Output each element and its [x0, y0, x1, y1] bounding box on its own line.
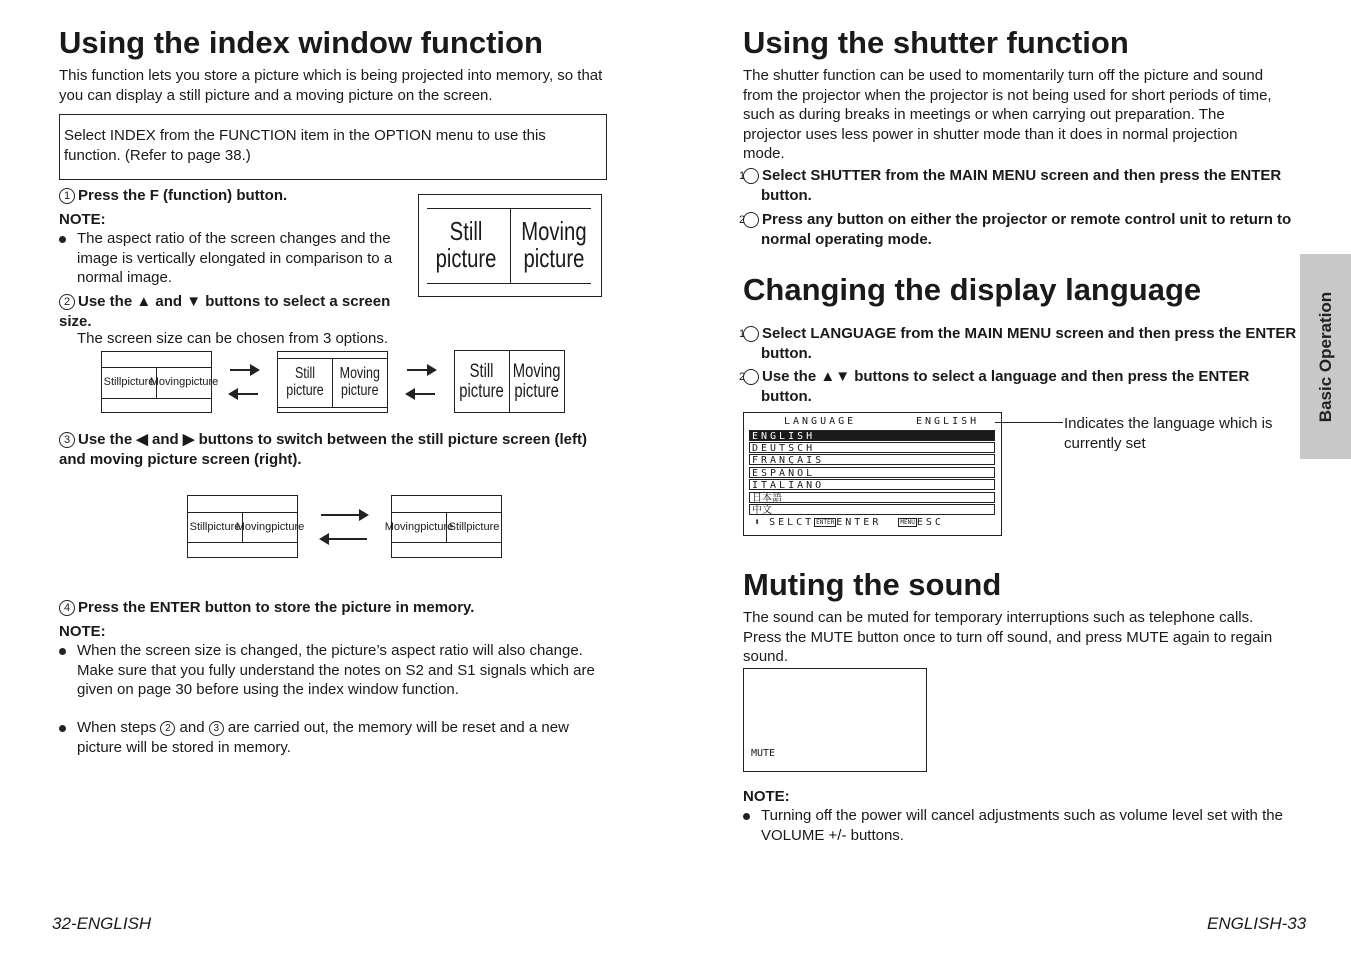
note-label: NOTE:	[743, 788, 790, 805]
still-pane	[102, 368, 156, 398]
moving-label-line1: Moving	[235, 520, 272, 533]
step-number: 1	[743, 326, 759, 342]
step-1	[59, 186, 409, 206]
language-option-italiano[interactable]: ITALIANO	[749, 479, 995, 490]
page-number-left: 32-ENGLISH	[52, 914, 152, 933]
step-number: 1	[59, 188, 75, 204]
arrow-right-icon	[230, 369, 258, 371]
bullet-text-part: and	[175, 719, 209, 736]
step-3	[59, 430, 604, 469]
language-option-japanese[interactable]: 日本語	[749, 492, 995, 503]
language-option-deutsch[interactable]: DEUTSCH	[749, 442, 995, 453]
arrow-right-icon	[321, 514, 367, 516]
still-label-line2: picture	[459, 380, 505, 402]
shutter-step-2	[738, 210, 1301, 249]
language-callout: Indicates the language which is currently set	[1064, 415, 1273, 452]
bullet-dot	[59, 725, 66, 732]
step-number: 2	[743, 212, 759, 228]
bullet-dot	[743, 813, 750, 820]
step-number: 1	[743, 168, 759, 184]
side-tab-label: Basic Operation	[1315, 291, 1335, 422]
menu-header-value: ENGLISH	[916, 416, 980, 427]
arrow-right-icon	[407, 369, 435, 371]
step-text: Press the F (function) button.	[78, 187, 288, 204]
note-label: NOTE:	[59, 623, 106, 640]
index-window-title: Using the index window function	[59, 25, 543, 60]
option-menu-note-text: Select INDEX from the FUNCTION item in the OPTION menu to use this function. (Refer to page 38.)	[64, 127, 546, 164]
screen-size-option-medium	[277, 351, 388, 413]
menu-header-label: LANGUAGE	[784, 416, 857, 427]
moving-label-line1: Moving	[384, 520, 421, 533]
moving-pane	[235, 513, 305, 542]
language-title: Changing the display language	[743, 272, 1202, 307]
still-label-line2: picture	[466, 520, 500, 533]
up-down-icon: ⬍	[754, 517, 761, 528]
moving-label-line1: Moving	[149, 376, 186, 389]
note-bullet	[59, 229, 419, 288]
footer-esc: ESC	[916, 517, 944, 528]
moving-label-line2: picture	[185, 376, 219, 389]
still-picture-pane	[423, 211, 509, 279]
still-label-line2: picture	[121, 376, 155, 389]
note-bullet	[743, 806, 1283, 845]
step-number: 4	[59, 600, 75, 616]
arrow-left-icon	[321, 538, 367, 540]
index-window-intro: This function lets you store a picture which is being projected into memory, so that you can display a still picture and a moving picture on the screen.	[59, 67, 603, 104]
step-4	[59, 598, 604, 618]
note-bullet	[59, 641, 607, 700]
moving-picture-pane	[511, 211, 597, 279]
mute-title: Muting the sound	[743, 567, 1002, 602]
footer-select: SELCT	[769, 517, 815, 528]
bullet-text: When the screen size is changed, the picture’s aspect ratio will also change. Make sure that you fully understand the notes on S2 and S1 signals which are given on page 30 before using the index window function.	[77, 642, 595, 698]
menu-footer	[754, 517, 944, 528]
still-label-line1: Still	[448, 520, 467, 533]
step-number: 3	[59, 432, 75, 448]
moving-pane	[333, 360, 387, 406]
still-label-line1: Still	[103, 376, 122, 389]
index-window-figure	[418, 194, 602, 297]
step-text: Select LANGUAGE from the MAIN MENU screen and then press the ENTER button.	[761, 325, 1297, 362]
bullet-text: The aspect ratio of the screen changes and the image is vertically elongated in comparison to a normal image.	[77, 230, 393, 286]
step-number: 2	[743, 369, 759, 385]
enter-key-icon: ENTER	[816, 519, 835, 526]
bullet-text	[59, 718, 607, 757]
moving-left-screen	[384, 495, 502, 558]
still-pane	[278, 360, 332, 406]
step-2-subtext: The screen size can be chosen from 3 options.	[77, 330, 389, 347]
step-text: Use the ▲▼ buttons to select a language and then press the ENTER button.	[761, 368, 1250, 405]
arrow-left-icon	[407, 393, 435, 395]
moving-pane	[510, 351, 564, 412]
still-pane	[455, 351, 509, 412]
footer-enter: ENTER	[836, 517, 882, 528]
option-menu-note-box	[59, 114, 607, 180]
language-step-2	[738, 367, 1301, 406]
still-label-line2: picture	[435, 243, 497, 273]
still-label-line1: Still	[449, 215, 483, 246]
shutter-step-1	[738, 166, 1301, 205]
bullet-dot	[59, 648, 66, 655]
shutter-title: Using the shutter function	[743, 25, 1129, 60]
step-text: Use the ◀ and ▶ buttons to switch between the still picture screen (left) and moving picture screen (right).	[59, 431, 587, 468]
still-pane	[188, 513, 242, 542]
note-bullet	[59, 718, 607, 757]
moving-pane	[149, 368, 219, 398]
step-ref-2: 2	[160, 721, 175, 736]
step-text: Press any button on either the projector or remote control unit to return to normal operating mode.	[761, 211, 1292, 248]
page-number-right: ENGLISH-33	[1207, 914, 1307, 933]
moving-label-line1: Moving	[339, 365, 381, 383]
step-2	[59, 292, 414, 331]
basic-operation-side-tab	[1300, 254, 1351, 459]
menu-key-icon: MENU	[900, 519, 915, 526]
step-text: Press the ENTER button to store the picture in memory.	[78, 599, 475, 616]
moving-label-line1: Moving	[521, 215, 587, 246]
language-menu-screen	[743, 412, 1002, 536]
moving-label-line2: picture	[341, 382, 379, 399]
mute-screen-text: MUTE	[751, 748, 776, 759]
arrow-left-icon	[230, 393, 258, 395]
mute-screen	[743, 668, 927, 772]
shutter-intro: The shutter function can be used to momentarily turn off the picture and sound from the projector when the projector is not being used for short periods of time, such as during breaks in meetings or when carrying out preparation. The projector uses less power in shutter mode than it does in normal projection mode.	[743, 67, 1272, 162]
still-left-screen	[187, 495, 305, 558]
step-number: 2	[59, 294, 75, 310]
language-step-1	[738, 324, 1301, 363]
screen-size-option-small	[101, 351, 219, 413]
moving-label-line2: picture	[514, 380, 560, 402]
note-label: NOTE:	[59, 211, 106, 228]
mute-intro: The sound can be muted for temporary interruptions such as telephone calls. Press the MUTE button once to turn off sound, and press MUTE again to regain sound.	[743, 609, 1273, 665]
callout-line	[995, 422, 1063, 423]
language-option-english[interactable]: ENGLISH	[749, 430, 995, 441]
still-label-line1: Still	[470, 360, 494, 382]
screen-size-option-large	[454, 350, 565, 413]
still-label-line2: picture	[286, 382, 324, 399]
step-text: Use the ▲ and ▼ buttons to select a screen size.	[59, 293, 391, 330]
still-pane	[447, 513, 501, 542]
language-option-francais[interactable]: FRANÇAIS	[749, 454, 995, 465]
still-label-line2: picture	[207, 520, 241, 533]
bullet-text-part: are carried out, the memory will be reset and a new picture will be stored in memory.	[77, 719, 569, 756]
bullet-dot	[59, 236, 66, 243]
language-option-espanol[interactable]: ESPAÑOL	[749, 467, 995, 478]
still-label-line1: Still	[189, 520, 208, 533]
moving-label-line1: Moving	[513, 360, 561, 382]
bullet-text: Turning off the power will cancel adjustments such as volume level set with the VOLUME +/- buttons.	[761, 807, 1283, 844]
language-option-chinese[interactable]: 中文	[749, 504, 995, 515]
step-ref-3: 3	[209, 721, 224, 736]
step-text: Select SHUTTER from the MAIN MENU screen and then press the ENTER button.	[761, 167, 1282, 204]
moving-label-line2: picture	[420, 520, 454, 533]
bullet-text-part: When steps	[77, 719, 161, 736]
moving-label-line2: picture	[271, 520, 305, 533]
moving-pane	[384, 513, 454, 542]
still-label-line1: Still	[294, 365, 316, 383]
moving-label-line2: picture	[523, 243, 585, 273]
